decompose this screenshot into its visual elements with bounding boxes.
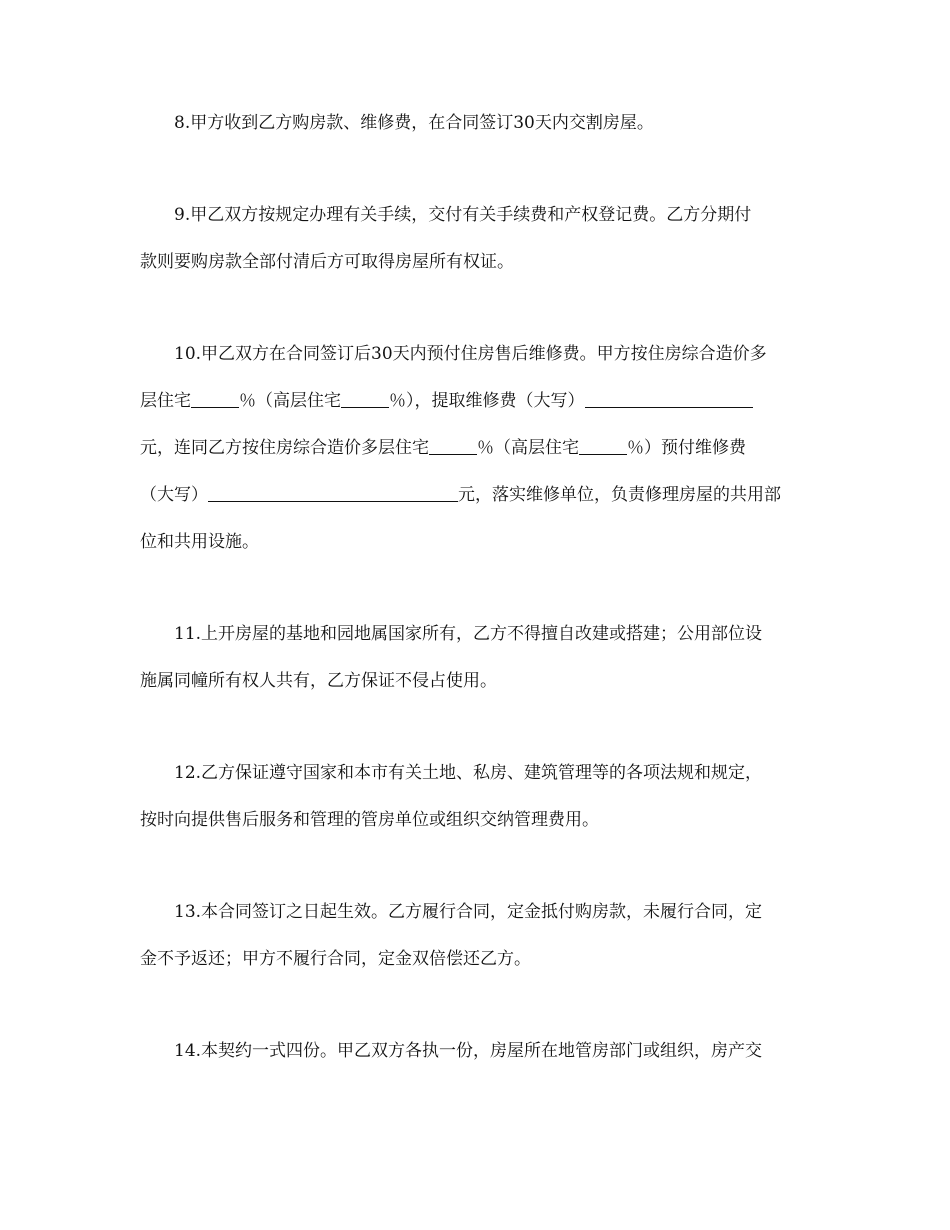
clause-13 bbox=[140, 889, 812, 983]
clause-9-line-2: 款则要购房款全部付清后方可取得房屋所有权证。 bbox=[140, 252, 514, 272]
clause-10-text: 元，落实维修单位，负责修理房屋的共用部 bbox=[458, 485, 781, 505]
clause-14 bbox=[140, 1028, 812, 1075]
clause-10-text: （大写） bbox=[140, 485, 208, 505]
clause-11-line-1: 11.上开房屋的基地和园地属国家所有，乙方不得擅自改建或搭建；公用部位设 bbox=[174, 624, 763, 644]
blank-field-prepaid-amount-words bbox=[208, 500, 458, 502]
clause-10-text: 层住宅 bbox=[140, 391, 191, 411]
document-page bbox=[140, 100, 812, 1120]
blank-field-buyer-multistorey-rate bbox=[429, 453, 477, 455]
clause-11 bbox=[140, 611, 812, 705]
clause-9 bbox=[140, 192, 812, 286]
clause-10-text: ％）预付维修费 bbox=[627, 438, 746, 458]
clause-11-line-2: 施属同幢所有权人共有，乙方保证不侵占使用。 bbox=[140, 671, 497, 691]
clause-10-line-5: 位和共用设施。 bbox=[140, 532, 259, 552]
clause-10-line-2 bbox=[140, 378, 812, 425]
clause-13-line-2: 金不予返还；甲方不履行合同，定金双倍偿还乙方。 bbox=[140, 949, 531, 969]
clause-12-line-1: 12.乙方保证遵守国家和本市有关土地、私房、建筑管理等的各项法规和规定， bbox=[174, 763, 763, 783]
clause-12 bbox=[140, 750, 812, 844]
clause-10-text: ％（高层住宅 bbox=[477, 438, 579, 458]
clause-14-line-1: 14.本契约一式四份。甲乙双方各执一份，房屋所在地管房部门或组织，房产交 bbox=[174, 1041, 763, 1061]
clause-9-line-1: 9.甲乙双方按规定办理有关手续，交付有关手续费和产权登记费。乙方分期付 bbox=[174, 205, 752, 225]
blank-field-fee-amount-words bbox=[585, 406, 753, 408]
blank-field-buyer-highrise-rate bbox=[579, 453, 627, 455]
clause-8-line-1: 8.甲方收到乙方购房款、维修费，在合同签订30天内交割房屋。 bbox=[174, 113, 654, 133]
blank-field-multistorey-rate bbox=[191, 406, 239, 408]
blank-field-highrise-rate bbox=[341, 406, 389, 408]
clause-10 bbox=[140, 331, 812, 566]
clause-10-text: ％（高层住宅 bbox=[239, 391, 341, 411]
clause-13-line-1: 13.本合同签订之日起生效。乙方履行合同，定金抵付购房款，未履行合同，定 bbox=[174, 902, 763, 922]
clause-8 bbox=[140, 100, 812, 147]
clause-10-line-4 bbox=[140, 472, 812, 519]
clause-10-text: 元，连同乙方按住房综合造价多层住宅 bbox=[140, 438, 429, 458]
clause-10-line-1: 10.甲乙双方在合同签订后30天内预付住房售后维修费。甲方按住房综合造价多 bbox=[174, 344, 767, 364]
clause-10-line-3 bbox=[140, 425, 812, 472]
clause-10-text: ％），提取维修费（大写） bbox=[389, 391, 585, 411]
clause-12-line-2: 按时向提供售后服务和管理的管房单位或组织交纳管理费用。 bbox=[140, 810, 599, 830]
